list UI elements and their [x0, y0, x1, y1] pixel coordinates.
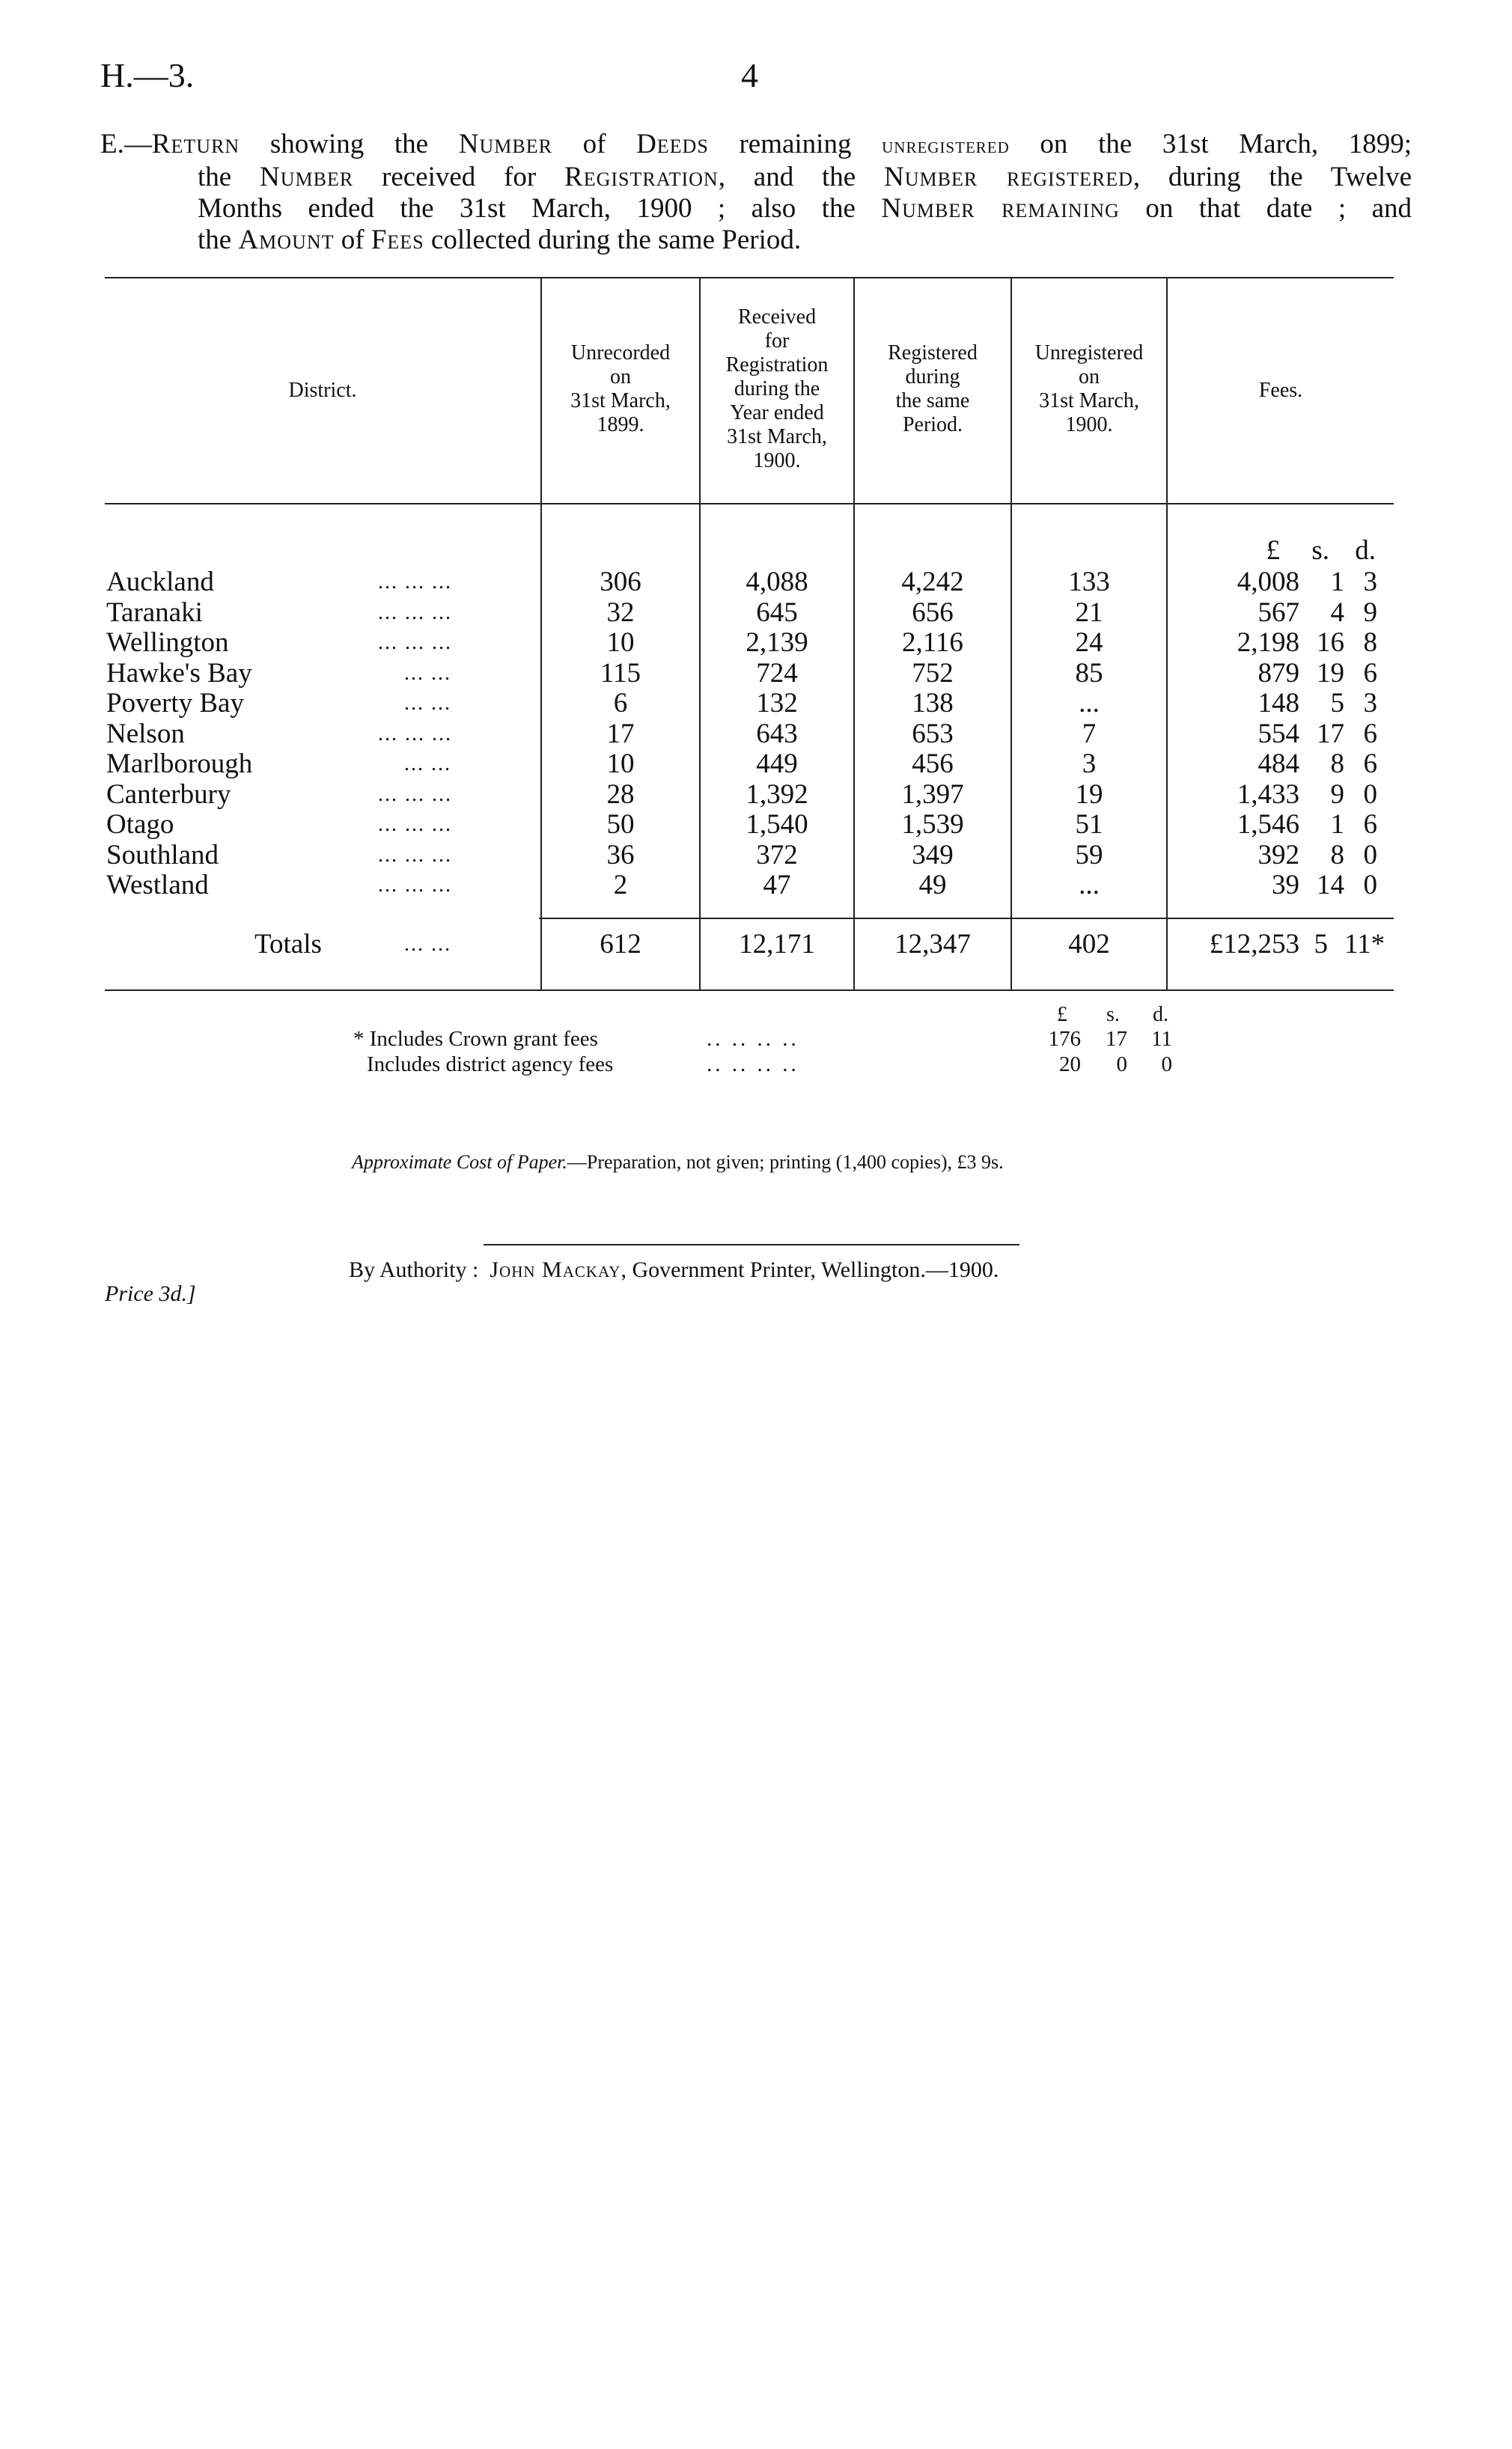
cell-fee-d: 6 — [1363, 748, 1377, 779]
footnote-crown-grant-shillings: 17 — [1106, 1027, 1127, 1051]
cell-received: 2,139 — [746, 627, 808, 658]
totals-unrecorded: 612 — [600, 929, 641, 960]
page-number: 4 — [741, 56, 758, 94]
cell-unrecorded: 10 — [606, 748, 635, 779]
district-name: Hawke's Bay — [106, 658, 252, 689]
cell-fee-l: 1,546 — [1237, 809, 1299, 840]
leader-dots: ... ... ... — [378, 631, 452, 654]
cell-fee-s: 8 — [1330, 840, 1344, 870]
header-received: Received for Registration during the Year ended 31st March, 1900. — [725, 305, 829, 472]
footnote-unit-pounds: £ — [1057, 1003, 1067, 1026]
cell-fee-s: 9 — [1330, 779, 1344, 810]
cell-fee-l: 4,008 — [1237, 567, 1299, 597]
totals-label: Totals — [254, 929, 322, 960]
cell-received: 1,540 — [746, 809, 808, 840]
leader-dots: ... ... ... — [378, 722, 452, 745]
header-registered: Registered during the same Period. — [888, 341, 978, 436]
cell-fee-l: 39 — [1272, 870, 1299, 900]
totals-dots: ... ... — [404, 933, 451, 956]
cell-unrecorded: 6 — [613, 688, 628, 719]
totals-received: 12,171 — [739, 929, 815, 960]
cell-fee-d: 9 — [1363, 597, 1377, 628]
totals-fee-pence: 11* — [1344, 929, 1386, 960]
cell-unrecorded: 17 — [606, 719, 635, 749]
heading-line-3: Months ended the 31st March, 1900 ; also the Number remaining on that date ; and — [198, 193, 1412, 224]
cell-fee-s: 4 — [1330, 597, 1344, 628]
leader-dots: ... ... ... — [378, 813, 452, 836]
cell-fee-l: 484 — [1258, 748, 1299, 779]
cell-registered: 1,397 — [901, 779, 964, 810]
fee-unit-pounds: £ — [1266, 535, 1280, 566]
leader-dots: ... ... — [404, 692, 451, 715]
footnote-crown-grant-pounds: 176 — [1048, 1027, 1081, 1051]
cell-unregistered: 21 — [1075, 597, 1103, 628]
cell-fee-s: 17 — [1317, 719, 1344, 749]
page-code: H.—3. — [100, 56, 195, 94]
cell-fee-d: 6 — [1363, 809, 1377, 840]
heading-line-4: the Amount of Fees collected during the same Period. — [198, 225, 802, 255]
totals-unregistered: 402 — [1068, 929, 1110, 960]
heading-line-2: the Number received for Registration, and the Number registered, during the Twelve — [198, 162, 1412, 192]
cell-fee-s: 8 — [1330, 748, 1344, 779]
district-name: Westland — [106, 870, 209, 900]
cell-unrecorded: 28 — [606, 779, 635, 810]
cell-registered: 4,242 — [901, 567, 964, 597]
cell-registered: 752 — [912, 658, 954, 689]
cell-registered: 138 — [912, 688, 954, 719]
cell-unregistered: 51 — [1075, 809, 1103, 840]
header-fees: Fees. — [1258, 379, 1303, 402]
cell-fee-d: 6 — [1363, 719, 1377, 749]
totals-fee-pounds: £12,253 — [1209, 929, 1299, 960]
cell-fee-l: 879 — [1258, 658, 1299, 689]
heading-line-1: E.—Return showing the Number of Deeds remaining unregistered on the 31st March, 1899; — [100, 129, 1412, 159]
leader-dots: ... ... — [404, 662, 451, 685]
cell-fee-d: 3 — [1363, 688, 1377, 719]
district-name: Canterbury — [106, 779, 231, 810]
footnote-agency-shillings: 0 — [1116, 1052, 1127, 1076]
cell-unregistered: 19 — [1075, 779, 1103, 810]
footnote-agency-pence: 0 — [1161, 1052, 1172, 1076]
header-district: District. — [288, 379, 357, 402]
cell-received: 1,392 — [746, 779, 808, 810]
cell-unregistered: ... — [1079, 870, 1100, 900]
district-name: Nelson — [106, 719, 185, 749]
cell-received: 47 — [763, 870, 791, 900]
cell-fee-d: 8 — [1363, 627, 1377, 658]
cell-unregistered: 7 — [1082, 719, 1097, 749]
table-header-rule — [105, 503, 1394, 504]
footnote-crown-grant-label: * Includes Crown grant fees — [353, 1027, 598, 1051]
footnote-crown-grant-dots: .. .. .. .. — [707, 1027, 799, 1051]
cell-unregistered: ... — [1079, 688, 1100, 719]
district-name: Auckland — [106, 567, 214, 597]
leader-dots: ... ... — [404, 752, 451, 775]
cell-unrecorded: 306 — [600, 567, 641, 597]
cell-unrecorded: 32 — [606, 597, 635, 628]
fee-unit-shillings: s. — [1311, 535, 1329, 566]
cell-unrecorded: 50 — [606, 809, 635, 840]
cell-fee-d: 3 — [1363, 567, 1377, 597]
table-top-rule — [105, 277, 1394, 278]
cell-fee-s: 1 — [1330, 809, 1344, 840]
district-name: Otago — [106, 809, 174, 840]
leader-dots: ... ... ... — [378, 601, 452, 624]
header-unregistered: Unregistered on 31st March, 1900. — [1034, 341, 1144, 436]
cell-unrecorded: 36 — [606, 840, 635, 870]
totals-fee-shillings: 5 — [1314, 929, 1328, 960]
footnote-agency-label: Includes district agency fees — [367, 1052, 614, 1076]
cell-fee-l: 1,433 — [1237, 779, 1299, 810]
district-name: Southland — [106, 840, 219, 870]
cell-registered: 349 — [912, 840, 954, 870]
imprint-rule — [484, 1244, 1019, 1245]
district-name: Wellington — [106, 627, 229, 658]
cell-unregistered: 3 — [1082, 748, 1097, 779]
cell-fee-l: 148 — [1258, 688, 1299, 719]
district-name: Taranaki — [106, 597, 203, 628]
cell-received: 449 — [756, 748, 798, 779]
footnote-crown-grant-pence: 11 — [1151, 1027, 1172, 1051]
footnote-agency-pounds: 20 — [1059, 1052, 1081, 1076]
footnote-unit-pence: d. — [1153, 1003, 1168, 1026]
header-unrecorded: Unrecorded on 31st March, 1899. — [570, 341, 671, 436]
fee-unit-pence: d. — [1355, 535, 1376, 566]
cell-unregistered: 133 — [1068, 567, 1110, 597]
cell-received: 372 — [756, 840, 798, 870]
leader-dots: ... ... ... — [378, 570, 452, 594]
district-name: Marlborough — [106, 748, 253, 779]
cell-fee-d: 0 — [1363, 779, 1377, 810]
cell-fee-s: 1 — [1330, 567, 1344, 597]
district-name: Poverty Bay — [106, 688, 244, 719]
totals-registered: 12,347 — [894, 929, 971, 960]
cell-fee-l: 2,198 — [1237, 627, 1299, 658]
cell-fee-s: 16 — [1317, 627, 1344, 658]
cell-registered: 49 — [918, 870, 947, 900]
return-heading — [100, 129, 1412, 256]
cell-registered: 653 — [912, 719, 954, 749]
cell-registered: 656 — [912, 597, 954, 628]
cell-unregistered: 85 — [1075, 658, 1103, 689]
table-totals-rule — [539, 918, 1394, 919]
cell-fee-s: 14 — [1317, 870, 1344, 900]
cell-received: 4,088 — [746, 567, 808, 597]
cell-unrecorded: 10 — [606, 627, 635, 658]
price-note: Price 3d.] — [105, 1281, 196, 1306]
cell-fee-s: 19 — [1317, 658, 1344, 689]
cell-registered: 456 — [912, 748, 954, 779]
imprint: By Authority : John Mackay, Government Printer, Wellington.—1900. — [349, 1257, 999, 1282]
leader-dots: ... ... ... — [378, 783, 452, 806]
cell-unrecorded: 2 — [613, 870, 628, 900]
footnote-unit-shillings: s. — [1106, 1003, 1120, 1026]
cost-note — [352, 1151, 1004, 1174]
cell-received: 132 — [756, 688, 798, 719]
cell-received: 643 — [756, 719, 798, 749]
cell-fee-l: 567 — [1258, 597, 1299, 628]
cost-text: —Preparation, not given; printing (1,400 copies), £3 9s. — [567, 1151, 1004, 1173]
cell-unregistered: 59 — [1075, 840, 1103, 870]
cell-unregistered: 24 — [1075, 627, 1103, 658]
cell-fee-d: 6 — [1363, 658, 1377, 689]
cell-received: 645 — [756, 597, 798, 628]
cell-registered: 1,539 — [901, 809, 964, 840]
leader-dots: ... ... ... — [378, 873, 452, 897]
leader-dots: ... ... ... — [378, 844, 452, 867]
cell-fee-l: 554 — [1258, 719, 1299, 749]
footnote-agency-dots: .. .. .. .. — [707, 1052, 799, 1076]
cell-fee-l: 392 — [1258, 840, 1299, 870]
cost-label: Approximate Cost of Paper. — [352, 1151, 567, 1173]
cell-unrecorded: 115 — [600, 658, 641, 689]
cell-fee-s: 5 — [1330, 688, 1344, 719]
cell-registered: 2,116 — [902, 627, 963, 658]
cell-received: 724 — [756, 658, 798, 689]
table-bottom-rule — [105, 989, 1394, 991]
cell-fee-d: 0 — [1363, 870, 1377, 900]
cell-fee-d: 0 — [1363, 840, 1377, 870]
